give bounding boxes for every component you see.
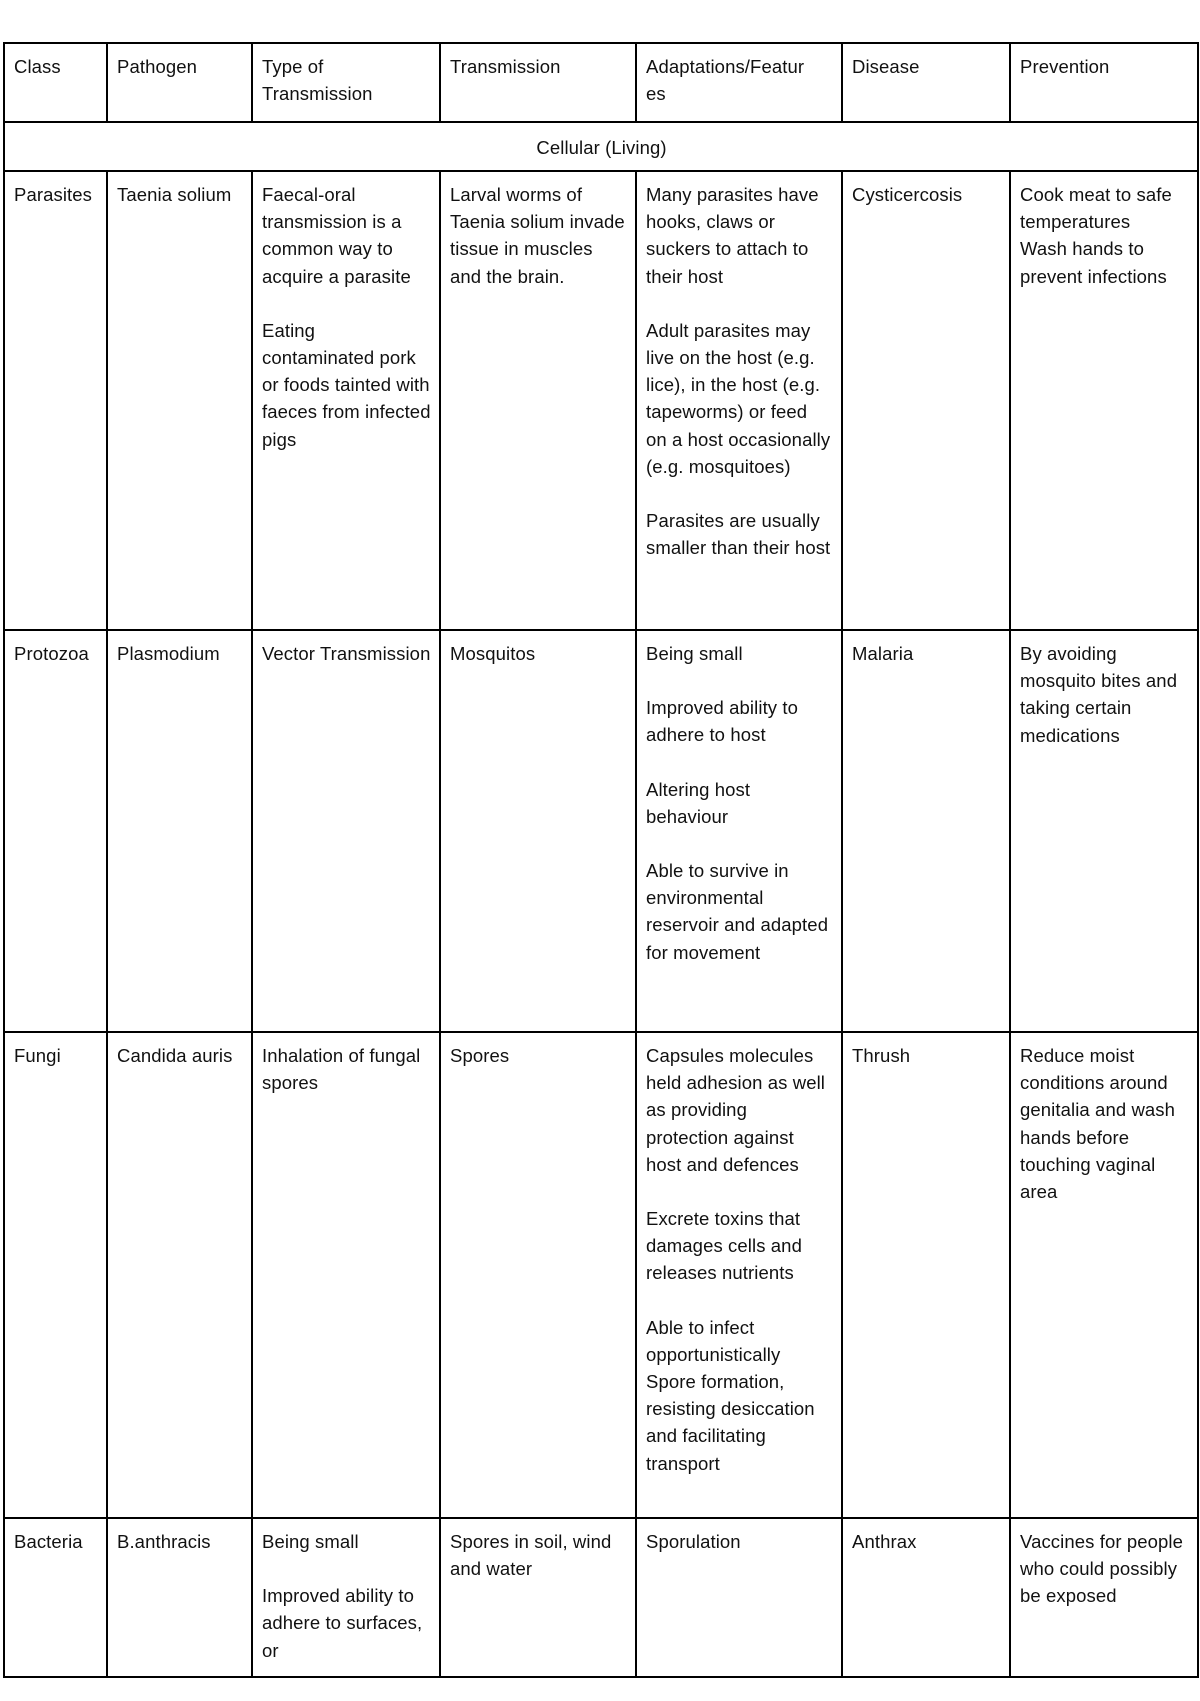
- class-cell: Bacteria: [4, 1518, 107, 1677]
- type-of-transmission-cell: [252, 630, 440, 1032]
- section-heading: Cellular (Living): [4, 122, 1198, 171]
- header-line: Type of: [262, 56, 324, 77]
- table-row: [4, 1518, 1198, 1677]
- paragraph: Eating contaminated pork or foods tainted with faeces from infected pigs: [262, 319, 431, 450]
- header-class: Class: [4, 43, 107, 122]
- prevention-cell: [1010, 1032, 1198, 1518]
- disease-cell: Cysticercosis: [842, 171, 1010, 630]
- disease-cell: Malaria: [842, 630, 1010, 1032]
- paragraph: Excrete toxins that damages cells and releases nutrients: [646, 1208, 802, 1284]
- paragraph: Sporulation: [646, 1531, 741, 1552]
- paragraph: Parasites are usually smaller than their host: [646, 510, 831, 559]
- header-transmission: Transmission: [440, 43, 636, 122]
- class-cell: Parasites: [4, 171, 107, 630]
- paragraph: Wash hands to prevent infections: [1020, 238, 1167, 287]
- header-line: Adaptations/Featur: [646, 56, 805, 77]
- disease-cell: Anthrax: [842, 1518, 1010, 1677]
- type-of-transmission-cell: [252, 1032, 440, 1518]
- pathogen-table: [3, 42, 1199, 1678]
- class-cell: Protozoa: [4, 630, 107, 1032]
- paragraph: Vaccines for people who could possibly be exposed: [1020, 1531, 1184, 1607]
- header-line: es: [646, 83, 666, 105]
- pathogen-cell: Plasmodium: [107, 630, 252, 1032]
- class-cell: Fungi: [4, 1032, 107, 1518]
- header-pathogen: Pathogen: [107, 43, 252, 122]
- paragraph: Larval worms of Taenia solium invade tissue in muscles and the brain.: [450, 184, 625, 287]
- pathogen-cell: B.anthracis: [107, 1518, 252, 1677]
- paragraph: Spore formation, resisting desiccation and facilitating transport: [646, 1371, 815, 1474]
- transmission-cell: [440, 1518, 636, 1677]
- paragraph: Being small: [262, 1531, 359, 1552]
- transmission-cell: [440, 630, 636, 1032]
- adaptations-cell: [636, 171, 842, 630]
- paragraph: Vector Transmission: [262, 643, 431, 664]
- paragraph: Improved ability to adhere to surfaces, or: [262, 1585, 423, 1661]
- header-adaptations: [636, 43, 842, 122]
- table-row: [4, 630, 1198, 1032]
- pathogen-cell: Taenia solium: [107, 171, 252, 630]
- paragraph: Capsules molecules held adhesion as well as providing protection against host and defences: [646, 1045, 825, 1175]
- paragraph: Mosquitos: [450, 643, 536, 664]
- paragraph: Faecal-oral transmission is a common way to acquire a parasite: [262, 184, 411, 287]
- paragraph: Spores in soil, wind and water: [450, 1531, 612, 1580]
- pathogen-cell: Candida auris: [107, 1032, 252, 1518]
- paragraph: Improved ability to adhere to host: [646, 697, 799, 746]
- paragraph: Reduce moist conditions around genitalia and wash hands before touching vaginal area: [1020, 1045, 1176, 1203]
- table-row: [4, 1032, 1198, 1518]
- paragraph: By avoiding mosquito bites and taking certain medications: [1020, 643, 1178, 746]
- header-line: Transmission: [262, 83, 373, 105]
- section-row: [4, 122, 1198, 171]
- header-row: [4, 43, 1198, 122]
- paragraph: Spores: [450, 1045, 510, 1066]
- adaptations-cell: [636, 1032, 842, 1518]
- adaptations-cell: [636, 630, 842, 1032]
- paragraph: Altering host behaviour: [646, 778, 751, 827]
- paragraph: Able to survive in environmental reservoir and adapted for movement: [646, 860, 829, 963]
- paragraph: Many parasites have hooks, claws or suckers to attach to their host: [646, 184, 819, 287]
- header-disease: Disease: [842, 43, 1010, 122]
- header-type-of-transmission: [252, 43, 440, 122]
- disease-cell: Thrush: [842, 1032, 1010, 1518]
- table-row: [4, 171, 1198, 630]
- header-prevention: Prevention: [1010, 43, 1198, 122]
- transmission-cell: [440, 1032, 636, 1518]
- paragraph: Being small: [646, 643, 743, 664]
- paragraph: Able to infect opportunistically: [646, 1316, 781, 1365]
- transmission-cell: [440, 171, 636, 630]
- prevention-cell: [1010, 630, 1198, 1032]
- paragraph: Cook meat to safe temperatures: [1020, 184, 1172, 233]
- adaptations-cell: [636, 1518, 842, 1677]
- prevention-cell: [1010, 1518, 1198, 1677]
- paragraph: Inhalation of fungal spores: [262, 1045, 421, 1094]
- type-of-transmission-cell: [252, 1518, 440, 1677]
- prevention-cell: [1010, 171, 1198, 630]
- type-of-transmission-cell: [252, 171, 440, 630]
- paragraph: Adult parasites may live on the host (e.g. lice), in the host (e.g. tapeworms) or feed on a host occasionally (e.g. mosquitoes): [646, 319, 831, 477]
